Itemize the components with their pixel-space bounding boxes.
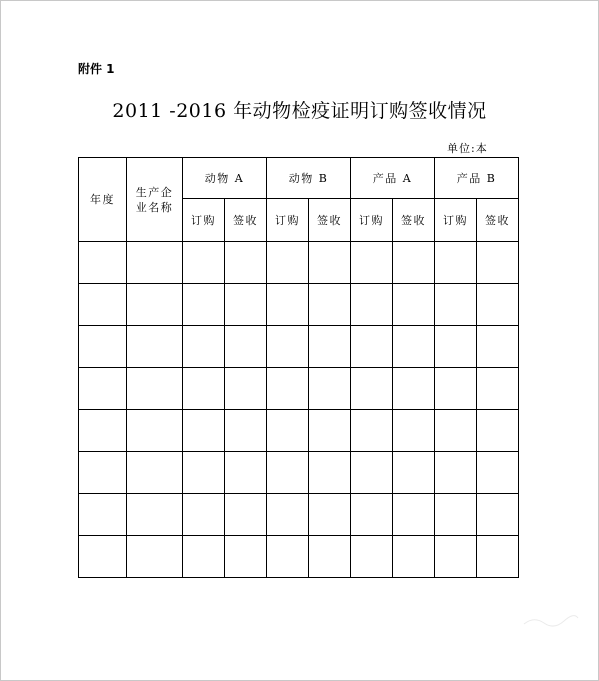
cell-company (127, 536, 183, 578)
cell-value (435, 536, 477, 578)
cell-value (225, 326, 267, 368)
cell-value (309, 326, 351, 368)
cell-value (309, 284, 351, 326)
cell-value (477, 368, 519, 410)
cell-value (393, 284, 435, 326)
cell-value (351, 536, 393, 578)
group-header-product-a (351, 158, 435, 199)
group-header-animal-a (183, 158, 267, 199)
header-year (79, 158, 127, 242)
table-row (79, 326, 519, 368)
cell-value (183, 410, 225, 452)
cell-value (435, 284, 477, 326)
cell-value (183, 242, 225, 284)
table-row (79, 536, 519, 578)
cell-value (435, 452, 477, 494)
cell-year (79, 410, 127, 452)
cell-value (267, 326, 309, 368)
cell-value (351, 494, 393, 536)
cell-value (309, 494, 351, 536)
order-receipt-table (78, 157, 519, 578)
cell-value (267, 368, 309, 410)
cell-value (351, 368, 393, 410)
cell-company (127, 242, 183, 284)
cell-year (79, 536, 127, 578)
cell-value (477, 536, 519, 578)
group-label: 动物 B (288, 171, 329, 185)
cell-year (79, 368, 127, 410)
cell-value (225, 494, 267, 536)
group-header-product-b (435, 158, 519, 199)
cell-value (225, 284, 267, 326)
cell-value (393, 410, 435, 452)
header-company-line2: 业名称 (135, 200, 174, 214)
cell-value (477, 410, 519, 452)
cell-company (127, 326, 183, 368)
sub-header-order: 订购 (183, 199, 225, 242)
header-year-label: 年度 (90, 193, 115, 206)
cell-company (127, 452, 183, 494)
cell-value (309, 452, 351, 494)
cell-company (127, 494, 183, 536)
cell-value (225, 368, 267, 410)
cell-year (79, 242, 127, 284)
table-row (79, 410, 519, 452)
cell-value (225, 242, 267, 284)
table-row (79, 368, 519, 410)
group-header-animal-b (267, 158, 351, 199)
cell-value (477, 326, 519, 368)
cell-value (309, 536, 351, 578)
cell-value (477, 452, 519, 494)
cell-value (183, 494, 225, 536)
cell-value (267, 284, 309, 326)
cell-value (225, 410, 267, 452)
cell-value (267, 410, 309, 452)
cell-value (393, 368, 435, 410)
cell-year (79, 284, 127, 326)
cell-value (393, 494, 435, 536)
cell-value (393, 536, 435, 578)
cell-value (225, 536, 267, 578)
cell-value (435, 410, 477, 452)
sub-header-order: 订购 (435, 199, 477, 242)
cell-value (351, 242, 393, 284)
cell-value (351, 326, 393, 368)
cell-company (127, 368, 183, 410)
cell-value (351, 452, 393, 494)
cell-year (79, 494, 127, 536)
table-row (79, 242, 519, 284)
cell-value (183, 284, 225, 326)
group-label: 动物 A (204, 171, 245, 185)
cell-value (225, 452, 267, 494)
cell-value (393, 452, 435, 494)
cell-value (267, 242, 309, 284)
header-row-groups (79, 158, 519, 199)
cell-value (267, 536, 309, 578)
sub-header-receive: 签收 (477, 199, 519, 242)
header-company-line1: 生产企 (135, 185, 174, 199)
cell-value (393, 242, 435, 284)
cell-value (477, 284, 519, 326)
cell-value (183, 368, 225, 410)
cell-value (183, 536, 225, 578)
cell-value (477, 494, 519, 536)
table-row (79, 284, 519, 326)
table-row (79, 452, 519, 494)
scan-watermark (520, 612, 580, 630)
cell-value (267, 452, 309, 494)
cell-value (309, 368, 351, 410)
cell-year (79, 452, 127, 494)
sub-header-receive: 签收 (225, 199, 267, 242)
cell-value (435, 326, 477, 368)
cell-value (393, 326, 435, 368)
cell-company (127, 410, 183, 452)
cell-company (127, 284, 183, 326)
sub-header-order: 订购 (267, 199, 309, 242)
cell-value (435, 368, 477, 410)
group-label: 产品 B (456, 171, 497, 185)
sub-header-order: 订购 (351, 199, 393, 242)
cell-value (351, 410, 393, 452)
cell-value (309, 242, 351, 284)
cell-value (183, 452, 225, 494)
table-row (79, 494, 519, 536)
cell-value (435, 494, 477, 536)
document-title: 2011 -2016 年动物检疫证明订购签收情况 (112, 100, 487, 122)
sub-header-receive: 签收 (393, 199, 435, 242)
attachment-label: 附件 1 (78, 62, 115, 76)
cell-value (183, 326, 225, 368)
group-label: 产品 A (372, 171, 413, 185)
cell-value (435, 242, 477, 284)
header-company (127, 158, 183, 242)
cell-value (309, 410, 351, 452)
sub-header-receive: 签收 (309, 199, 351, 242)
cell-value (351, 284, 393, 326)
cell-value (267, 494, 309, 536)
cell-year (79, 326, 127, 368)
cell-value (477, 242, 519, 284)
unit-label: 单位:本 (447, 142, 488, 155)
